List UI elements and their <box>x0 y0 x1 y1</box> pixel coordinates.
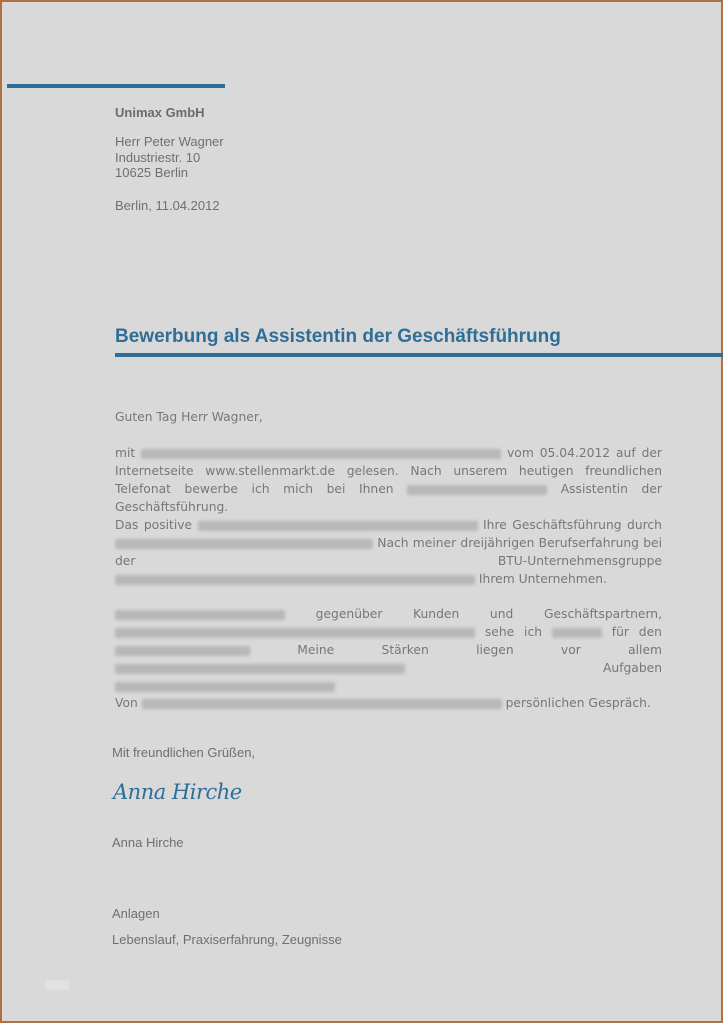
redacted-text <box>115 610 285 620</box>
subject-rule <box>115 353 723 357</box>
salutation: Guten Tag Herr Wagner, <box>115 410 263 424</box>
redacted-text <box>115 646 250 656</box>
redacted-text <box>115 575 475 585</box>
sender-name: Anna Hirche <box>112 835 184 850</box>
redacted-text <box>407 485 547 495</box>
place-date: Berlin, 11.04.2012 <box>115 198 220 213</box>
paragraph-3: gegenüber Kunden und Geschäftspartnern, sehe ich für den Meine Stärken liegen vor allem Aufgaben <box>115 605 662 695</box>
header-rule <box>7 84 225 88</box>
paragraph-2: Das positive Ihre Geschäftsführung durch Nach meiner dreijährigen Berufserfahrung bei der BTU-Unternehmensgruppe Ihrem Unternehmen. <box>115 518 662 586</box>
recipient-city: 10625 Berlin <box>115 165 188 180</box>
redacted-text <box>141 449 501 459</box>
attachments-label: Anlagen <box>112 906 160 921</box>
redacted-text <box>142 699 502 709</box>
redacted-text <box>115 628 475 638</box>
watermark-mark <box>45 980 69 990</box>
redacted-text <box>198 521 478 531</box>
recipient-company: Unimax GmbH <box>115 105 205 120</box>
redacted-text <box>115 682 335 692</box>
handwritten-signature: Anna Hirche <box>113 780 242 804</box>
attachments-list: Lebenslauf, Praxiserfahrung, Zeugnisse <box>112 932 342 947</box>
closing: Mit freundlichen Grüßen, <box>112 745 256 760</box>
recipient-address <box>115 134 224 181</box>
recipient-name: Herr Peter Wagner <box>115 134 224 149</box>
letter-subject: Bewerbung als Assistentin der Geschäftsführung <box>115 326 561 347</box>
redacted-text <box>115 664 405 674</box>
recipient-street: Industriestr. 10 <box>115 149 201 165</box>
paragraph-4: Von persönlichen Gespräch. <box>115 696 651 710</box>
letter-page <box>5 5 721 1021</box>
redacted-text <box>552 628 602 638</box>
paragraph-1: mit vom 05.04.2012 auf der Internetseite www.stellenmarkt.de gelesen. Nach unserem heutigen freundlichen Telefonat bewerbe ich mich bei Ihnen Assistentin der Geschäftsführung. <box>115 446 662 514</box>
redacted-text <box>115 539 373 549</box>
